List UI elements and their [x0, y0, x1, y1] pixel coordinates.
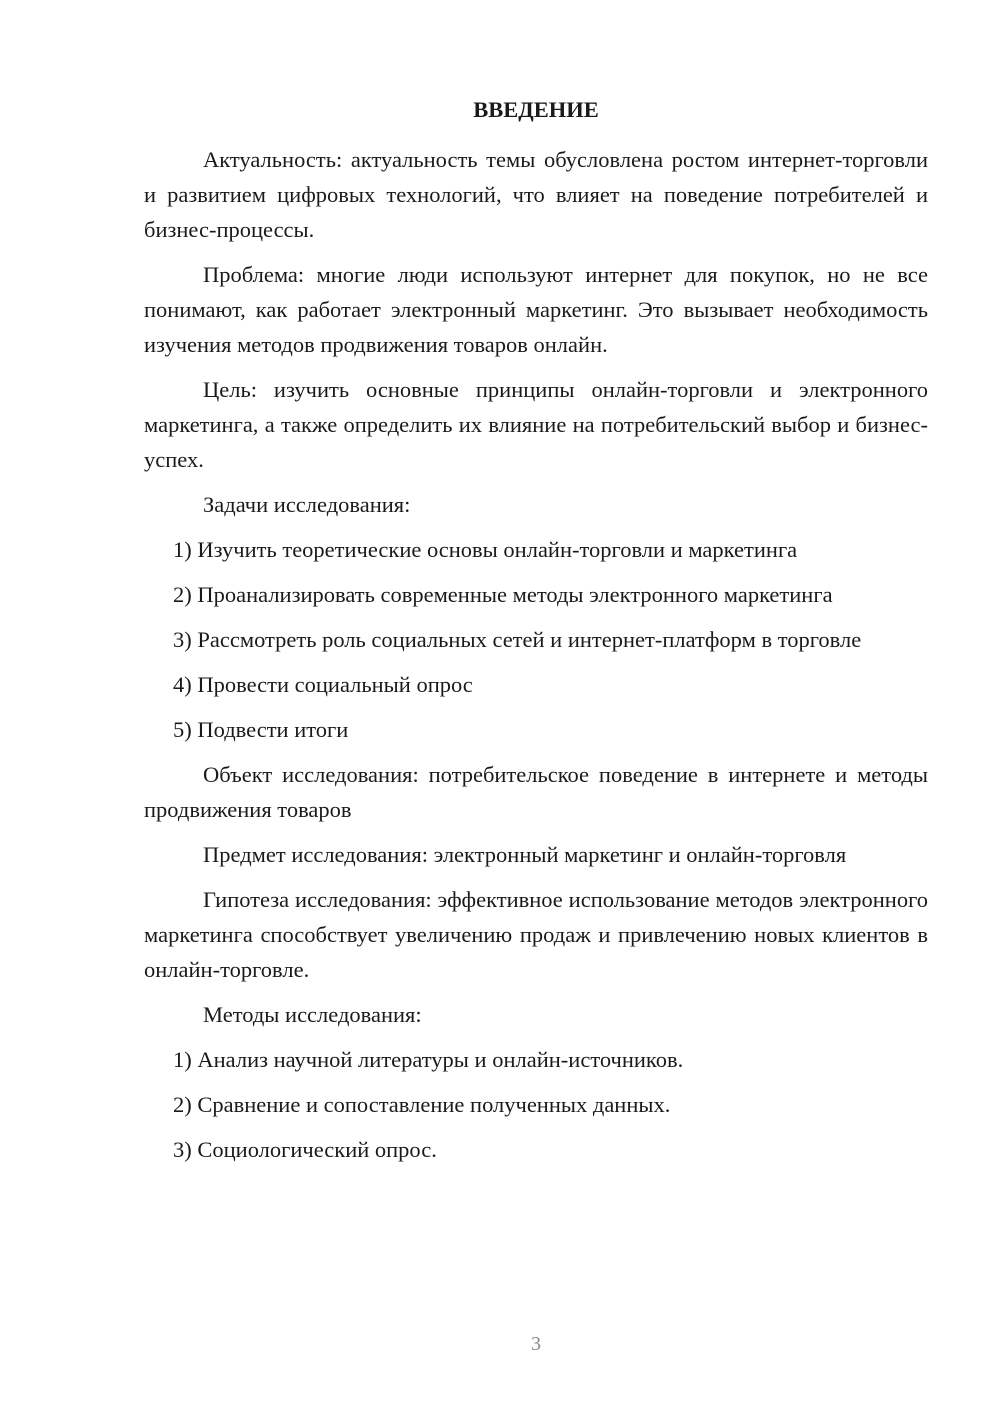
section-heading: ВВЕДЕНИЕ [473, 97, 599, 122]
task-item-2: 2) Проанализировать современные методы электронного маркетинга [173, 582, 833, 607]
hypothesis-paragraph: Гипотеза исследования: эффективное использование методов электронного маркетинга способствует увеличению продаж и привлечению новых клиентов в онлайн-торговле. [144, 887, 928, 982]
task-item-5: 5) Подвести итоги [173, 717, 349, 742]
method-item-3: 3) Социологический опрос. [173, 1137, 437, 1162]
methods-title: Методы исследования: [203, 1002, 422, 1027]
subject-paragraph: Предмет исследования: электронный маркетинг и онлайн-торговля [203, 842, 847, 867]
task-item-3: 3) Рассмотреть роль социальных сетей и интернет-платформ в торговле [173, 627, 862, 652]
relevance-paragraph: Актуальность: актуальность темы обусловлена ростом интернет-торговли и развитием цифровых технологий, что влияет на поведение потребителей и бизнес-процессы. [144, 147, 928, 242]
page-number: 3 [531, 1333, 541, 1355]
method-item-2: 2) Сравнение и сопоставление полученных данных. [173, 1092, 671, 1117]
object-paragraph: Объект исследования: потребительское поведение в интернете и методы продвижения товаров [144, 762, 928, 822]
method-item-1: 1) Анализ научной литературы и онлайн-источников. [173, 1047, 684, 1072]
task-item-1: 1) Изучить теоретические основы онлайн-торговли и маркетинга [173, 537, 798, 562]
goal-paragraph: Цель: изучить основные принципы онлайн-торговли и электронного маркетинга, а также определить их влияние на потребительский выбор и бизнес-успех. [144, 377, 928, 472]
tasks-title: Задачи исследования: [203, 492, 411, 517]
task-item-4: 4) Провести социальный опрос [173, 672, 473, 697]
document-page [144, 88, 928, 1177]
problem-paragraph: Проблема: многие люди используют интернет для покупок, но не все понимают, как работает электронный маркетинг. Это вызывает необходимость изучения методов продвижения товаров онлайн. [144, 262, 928, 357]
